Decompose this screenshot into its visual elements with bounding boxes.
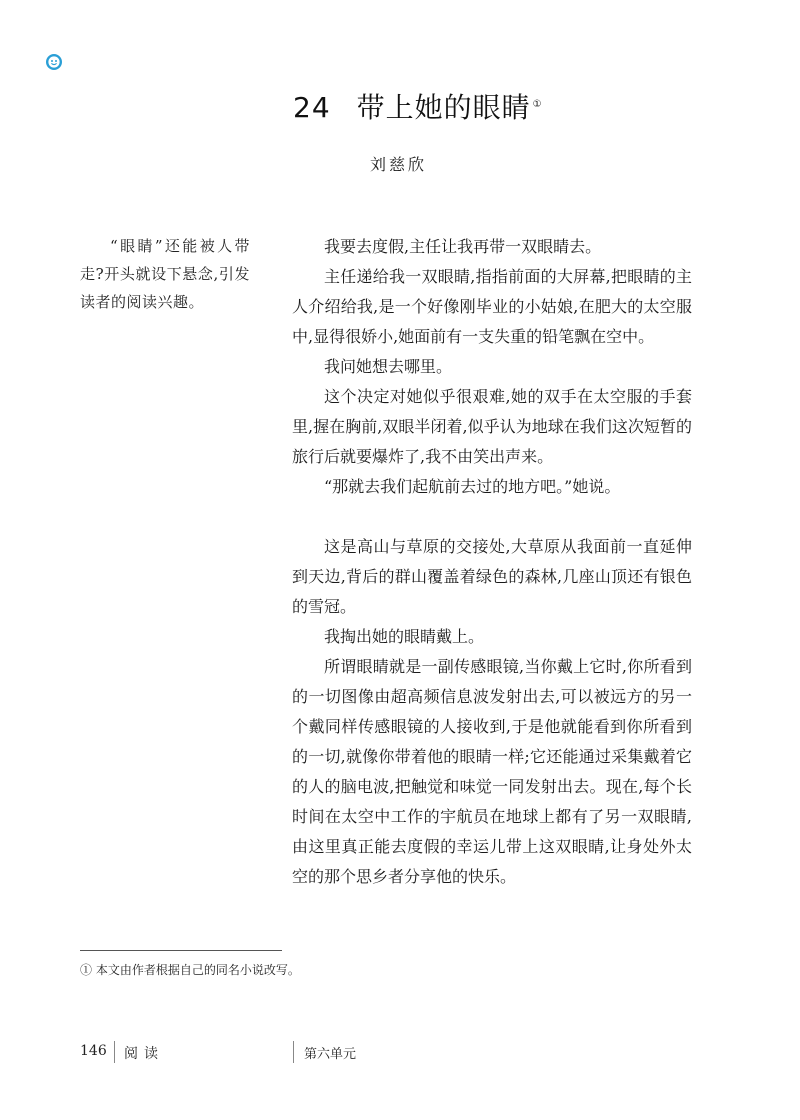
paragraph: 主任递给我一双眼睛,指指前面的大屏幕,把眼睛的主人介绍给我,是一个好像刚毕业的小姑娘,在肥大的太空服中,显得很娇小,她面前有一支失重的铅笔飘在空中。 — [292, 267, 692, 346]
paragraph: 这个决定对她似乎很艰难,她的双手在太空服的手套里,握在胸前,双眼半闭着,似乎认为地球在我们这次短暂的旅行后就要爆炸了,我不由笑出声来。 — [292, 387, 692, 466]
paragraph: 我问她想去哪里。 — [324, 357, 453, 376]
page-number: 146 — [80, 1043, 107, 1059]
paragraph: 我要去度假,主任让我再带一双眼睛去。 — [324, 237, 602, 256]
footnote: ① 本文由作者根据自己的同名小说改写。 — [80, 963, 300, 977]
lesson-title-text: 带上她的眼睛 — [356, 91, 531, 124]
paragraph: 这是高山与草原的交接处,大草原从我面前一直延伸到天边,背后的群山覆盖着绿色的森林,几座山顶还有银色的雪冠。 — [292, 537, 692, 616]
author-name: 刘慈欣 — [370, 155, 428, 174]
smiley-face-icon — [45, 53, 63, 71]
lesson-title — [293, 86, 543, 126]
side-annotation: “眼睛”还能被人带走?开头就设下悬念,引发读者的阅读兴趣。 — [80, 237, 250, 311]
title-footnote-mark: ① — [532, 98, 543, 110]
paragraph: “那就去我们起航前去过的地方吧。”她说。 — [324, 477, 621, 496]
paragraph: 我掏出她的眼睛戴上。 — [324, 627, 485, 646]
unit-name: 第六单元 — [304, 1047, 357, 1062]
main-text — [292, 232, 692, 892]
book-name: 阅读 — [124, 1046, 164, 1062]
paragraph: 所谓眼睛就是一副传感眼镜,当你戴上它时,你所看到的一切图像由超高频信息波发射出去,可以被远方的另一个戴同样传感眼镜的人接收到,于是他就能看到你所看到的一切,就像你带着他的眼睛一样;它还能通过采集戴着它的人的脑电波,把触觉和味觉一同发射出去。现在,每个长时间在太空中工作的宇航员在地球上都有了另一双眼睛,由这里真正能去度假的幸运儿带上这双眼睛,让身处外太空的那个思乡者分享他的快乐。 — [292, 657, 692, 886]
lesson-number: 24 — [293, 91, 331, 124]
footnote-divider — [80, 950, 282, 951]
footer-divider — [293, 1041, 294, 1063]
footer-divider — [114, 1041, 115, 1063]
section-break — [292, 502, 692, 532]
